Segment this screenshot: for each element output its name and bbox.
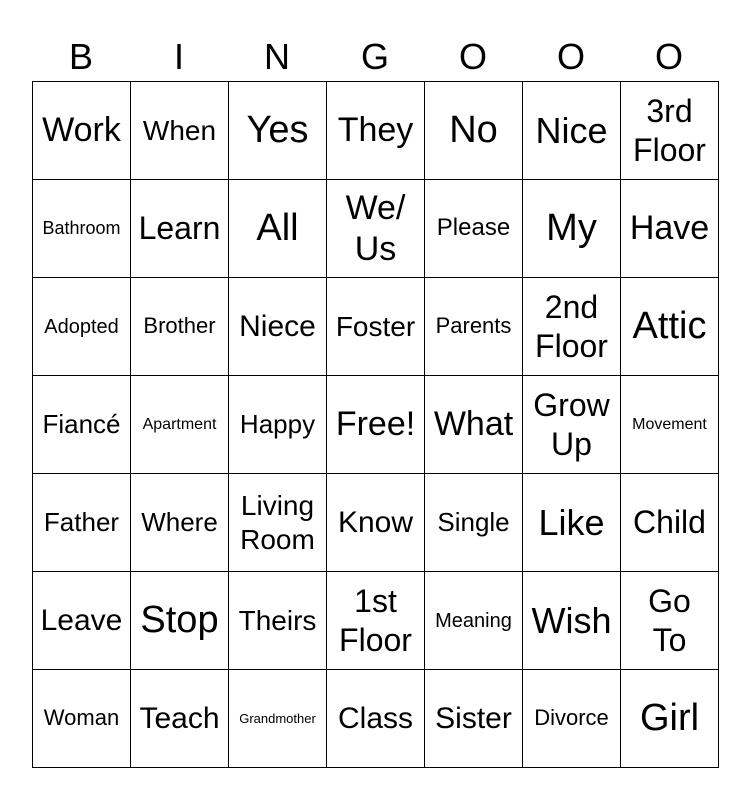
bingo-cell[interactable] — [425, 278, 523, 376]
bingo-cell[interactable] — [229, 82, 327, 180]
bingo-cell[interactable] — [229, 180, 327, 278]
cell-text: Child — [633, 504, 706, 541]
bingo-header — [32, 34, 718, 80]
cell-text: Free! — [335, 405, 416, 444]
bingo-cell[interactable] — [425, 376, 523, 474]
bingo-cell[interactable] — [327, 376, 425, 474]
cell-text: Parents — [435, 313, 512, 339]
bingo-cell[interactable] — [131, 572, 229, 670]
bingo-cell[interactable] — [621, 572, 719, 670]
bingo-cell[interactable] — [523, 474, 621, 572]
bingo-cell[interactable] — [425, 82, 523, 180]
cell-text: Happy — [239, 408, 316, 439]
cell-text: Bathroom — [42, 217, 121, 238]
bingo-cell[interactable] — [523, 180, 621, 278]
header-letter-o-1: O — [458, 36, 487, 77]
cell-text: Divorce — [534, 705, 609, 731]
bingo-cell[interactable] — [425, 670, 523, 768]
cell-text: Girl — [639, 696, 700, 739]
cell-text: What — [433, 405, 514, 444]
cell-text: Woman — [43, 705, 120, 731]
bingo-cell[interactable] — [131, 376, 229, 474]
cell-text: Nice — [535, 109, 608, 151]
bingo-cell[interactable] — [621, 474, 719, 572]
bingo-cell[interactable] — [327, 474, 425, 572]
header-letter-i: I — [173, 36, 184, 77]
cell-text: No — [449, 108, 498, 151]
header-letter-o-2: O — [556, 36, 585, 77]
bingo-cell[interactable] — [131, 278, 229, 376]
cell-text: Adopted — [44, 315, 119, 338]
bingo-cell[interactable] — [621, 82, 719, 180]
cell-text: 3rd Floor — [633, 93, 706, 168]
cell-text: Apartment — [142, 415, 217, 433]
cell-text: Attic — [632, 304, 707, 347]
cell-text: Sister — [435, 701, 512, 735]
bingo-cell[interactable] — [523, 82, 621, 180]
bingo-cell[interactable] — [33, 278, 131, 376]
header-letter-g: G — [360, 36, 389, 77]
header-letter-n: N — [264, 36, 290, 77]
cell-text: Fiancé — [42, 408, 121, 439]
cell-text: Movement — [632, 415, 707, 433]
bingo-cell[interactable] — [621, 376, 719, 474]
cell-text: Leave — [40, 603, 123, 637]
cell-text: Single — [437, 506, 510, 537]
bingo-cell[interactable] — [33, 572, 131, 670]
cell-text: Where — [141, 506, 218, 537]
cell-text: Learn — [138, 210, 221, 247]
bingo-cell[interactable] — [33, 82, 131, 180]
cell-text: Foster — [335, 310, 416, 342]
bingo-cell[interactable] — [425, 474, 523, 572]
cell-text: Know — [337, 505, 414, 539]
cell-text: Niece — [239, 309, 316, 343]
bingo-cell[interactable] — [523, 670, 621, 768]
bingo-cell[interactable] — [327, 670, 425, 768]
cell-text: When — [142, 114, 217, 146]
cell-text: Please — [436, 214, 511, 242]
bingo-cell[interactable] — [131, 82, 229, 180]
bingo-cell[interactable] — [131, 180, 229, 278]
cell-text: 2nd Floor — [535, 289, 608, 364]
bingo-cell[interactable] — [425, 180, 523, 278]
cell-text: Meaning — [435, 609, 512, 632]
bingo-cell[interactable] — [229, 670, 327, 768]
cell-text: Living Room — [240, 489, 315, 555]
cell-text: Grow Up — [533, 387, 610, 462]
bingo-cell[interactable] — [621, 278, 719, 376]
bingo-cell[interactable] — [327, 180, 425, 278]
cell-text: Have — [629, 209, 710, 248]
bingo-cell[interactable] — [327, 82, 425, 180]
cell-text: Wish — [531, 599, 612, 641]
cell-text: Work — [42, 111, 121, 150]
bingo-cell[interactable] — [33, 180, 131, 278]
bingo-cell[interactable] — [33, 474, 131, 572]
header-letter-o-3: O — [654, 36, 683, 77]
cell-text: Grandmother — [239, 710, 316, 726]
bingo-cell[interactable] — [523, 572, 621, 670]
cell-text: Father — [43, 506, 120, 537]
bingo-cell[interactable] — [33, 670, 131, 768]
bingo-cell[interactable] — [523, 376, 621, 474]
bingo-cell[interactable] — [229, 474, 327, 572]
cell-text: They — [337, 111, 414, 150]
cell-text: Stop — [140, 598, 219, 641]
bingo-cell[interactable] — [131, 670, 229, 768]
cell-text: Theirs — [238, 604, 317, 636]
cell-text: Yes — [246, 108, 309, 151]
bingo-cell[interactable] — [621, 670, 719, 768]
bingo-cell[interactable] — [327, 278, 425, 376]
bingo-cell[interactable] — [229, 376, 327, 474]
bingo-cell[interactable] — [33, 376, 131, 474]
bingo-cell[interactable] — [131, 474, 229, 572]
cell-text: My — [546, 206, 597, 249]
bingo-cell[interactable] — [621, 180, 719, 278]
cell-text: Brother — [143, 313, 216, 339]
bingo-cell[interactable] — [425, 572, 523, 670]
cell-text: All — [256, 206, 299, 249]
cell-text: Class — [337, 701, 413, 735]
cell-text: Teach — [139, 701, 220, 735]
cell-text: We/ Us — [345, 188, 406, 268]
cell-text: 1st Floor — [339, 583, 412, 658]
cell-text: Like — [538, 501, 605, 543]
bingo-cell[interactable] — [229, 278, 327, 376]
bingo-cell[interactable] — [523, 278, 621, 376]
header-letter-b: B — [68, 36, 93, 77]
bingo-cell[interactable] — [229, 572, 327, 670]
bingo-cell[interactable] — [327, 572, 425, 670]
bingo-board — [32, 81, 719, 768]
cell-text: Go To — [648, 583, 691, 658]
